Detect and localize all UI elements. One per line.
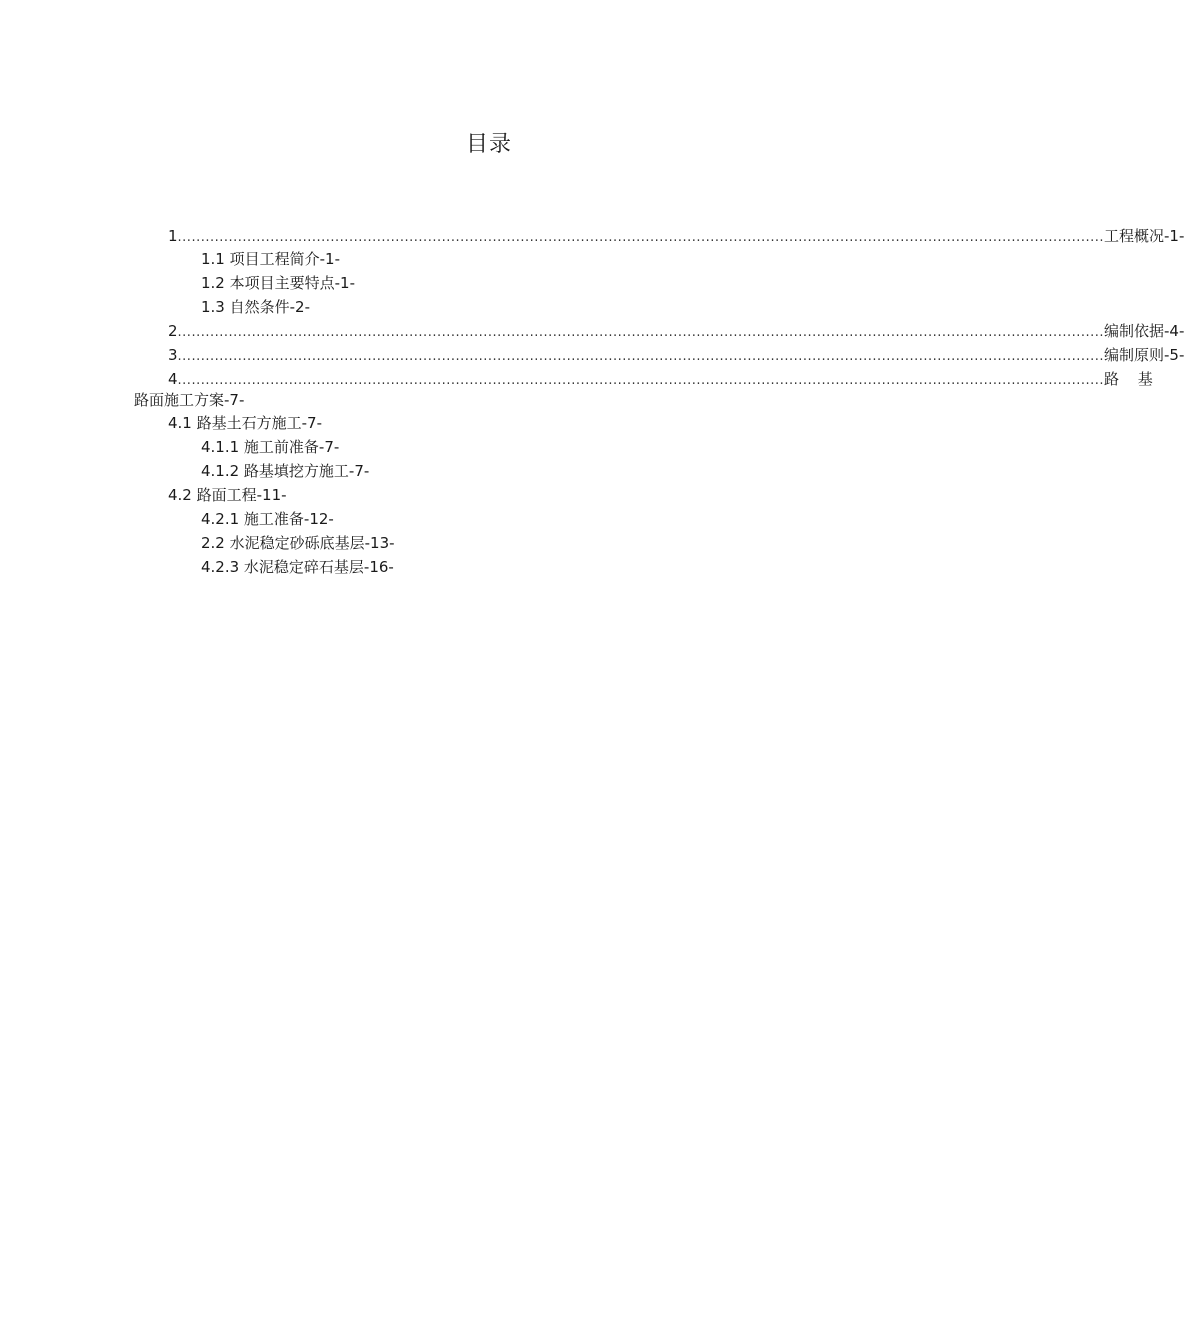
toc-entry-4-1[interactable]: 4.1 路基土石方施工-7- [168, 414, 322, 432]
toc-title: 目录 [465, 132, 512, 157]
toc-entry-chapter-3[interactable] [168, 345, 1184, 367]
toc-entry-4-1-2[interactable]: 4.1.2 路基填挖方施工-7- [201, 462, 370, 480]
toc-entry-2-2[interactable]: 2.2 水泥稳定砂砾底基层-13- [201, 534, 395, 552]
toc-entry-title-part2[interactable]: 路面施工方案-7- [134, 391, 245, 409]
toc-entry-1-2[interactable]: 1.2 本项目主要特点-1- [201, 274, 355, 292]
toc-entry-4-2[interactable]: 4.2 路面工程-11- [168, 486, 287, 504]
toc-entry-number: 2 [168, 322, 178, 340]
toc-entry-number: 4 [168, 370, 178, 388]
toc-entry-title: 编制依据-4- [1104, 322, 1184, 340]
toc-entry-title-part1: 路 基 [1104, 370, 1160, 388]
toc-leader-dots: ........................................................................................................................................................................................................ [177, 373, 1105, 388]
toc-entry-1-1[interactable]: 1.1 项目工程简介-1- [201, 250, 340, 268]
toc-entry-chapter-1[interactable] [168, 226, 1184, 248]
toc-leader-dots: ........................................................................................................................................................................................................ [177, 230, 1105, 245]
toc-entry-1-3[interactable]: 1.3 自然条件-2- [201, 298, 310, 316]
toc-entry-4-2-1[interactable]: 4.2.1 施工准备-12- [201, 510, 334, 528]
toc-entry-chapter-4[interactable] [168, 369, 1160, 391]
toc-entry-number: 3 [168, 346, 178, 364]
toc-leader-dots: ........................................................................................................................................................................................................ [177, 349, 1105, 364]
toc-entry-4-1-1[interactable]: 4.1.1 施工前准备-7- [201, 438, 340, 456]
toc-entry-4-2-3[interactable]: 4.2.3 水泥稳定碎石基层-16- [201, 558, 394, 576]
toc-entry-title: 工程概况-1- [1104, 227, 1184, 245]
toc-entry-number: 1 [168, 227, 178, 245]
toc-leader-dots: ........................................................................................................................................................................................................ [177, 325, 1105, 340]
toc-entry-chapter-2[interactable] [168, 321, 1184, 343]
toc-entry-title: 编制原则-5- [1104, 346, 1184, 364]
